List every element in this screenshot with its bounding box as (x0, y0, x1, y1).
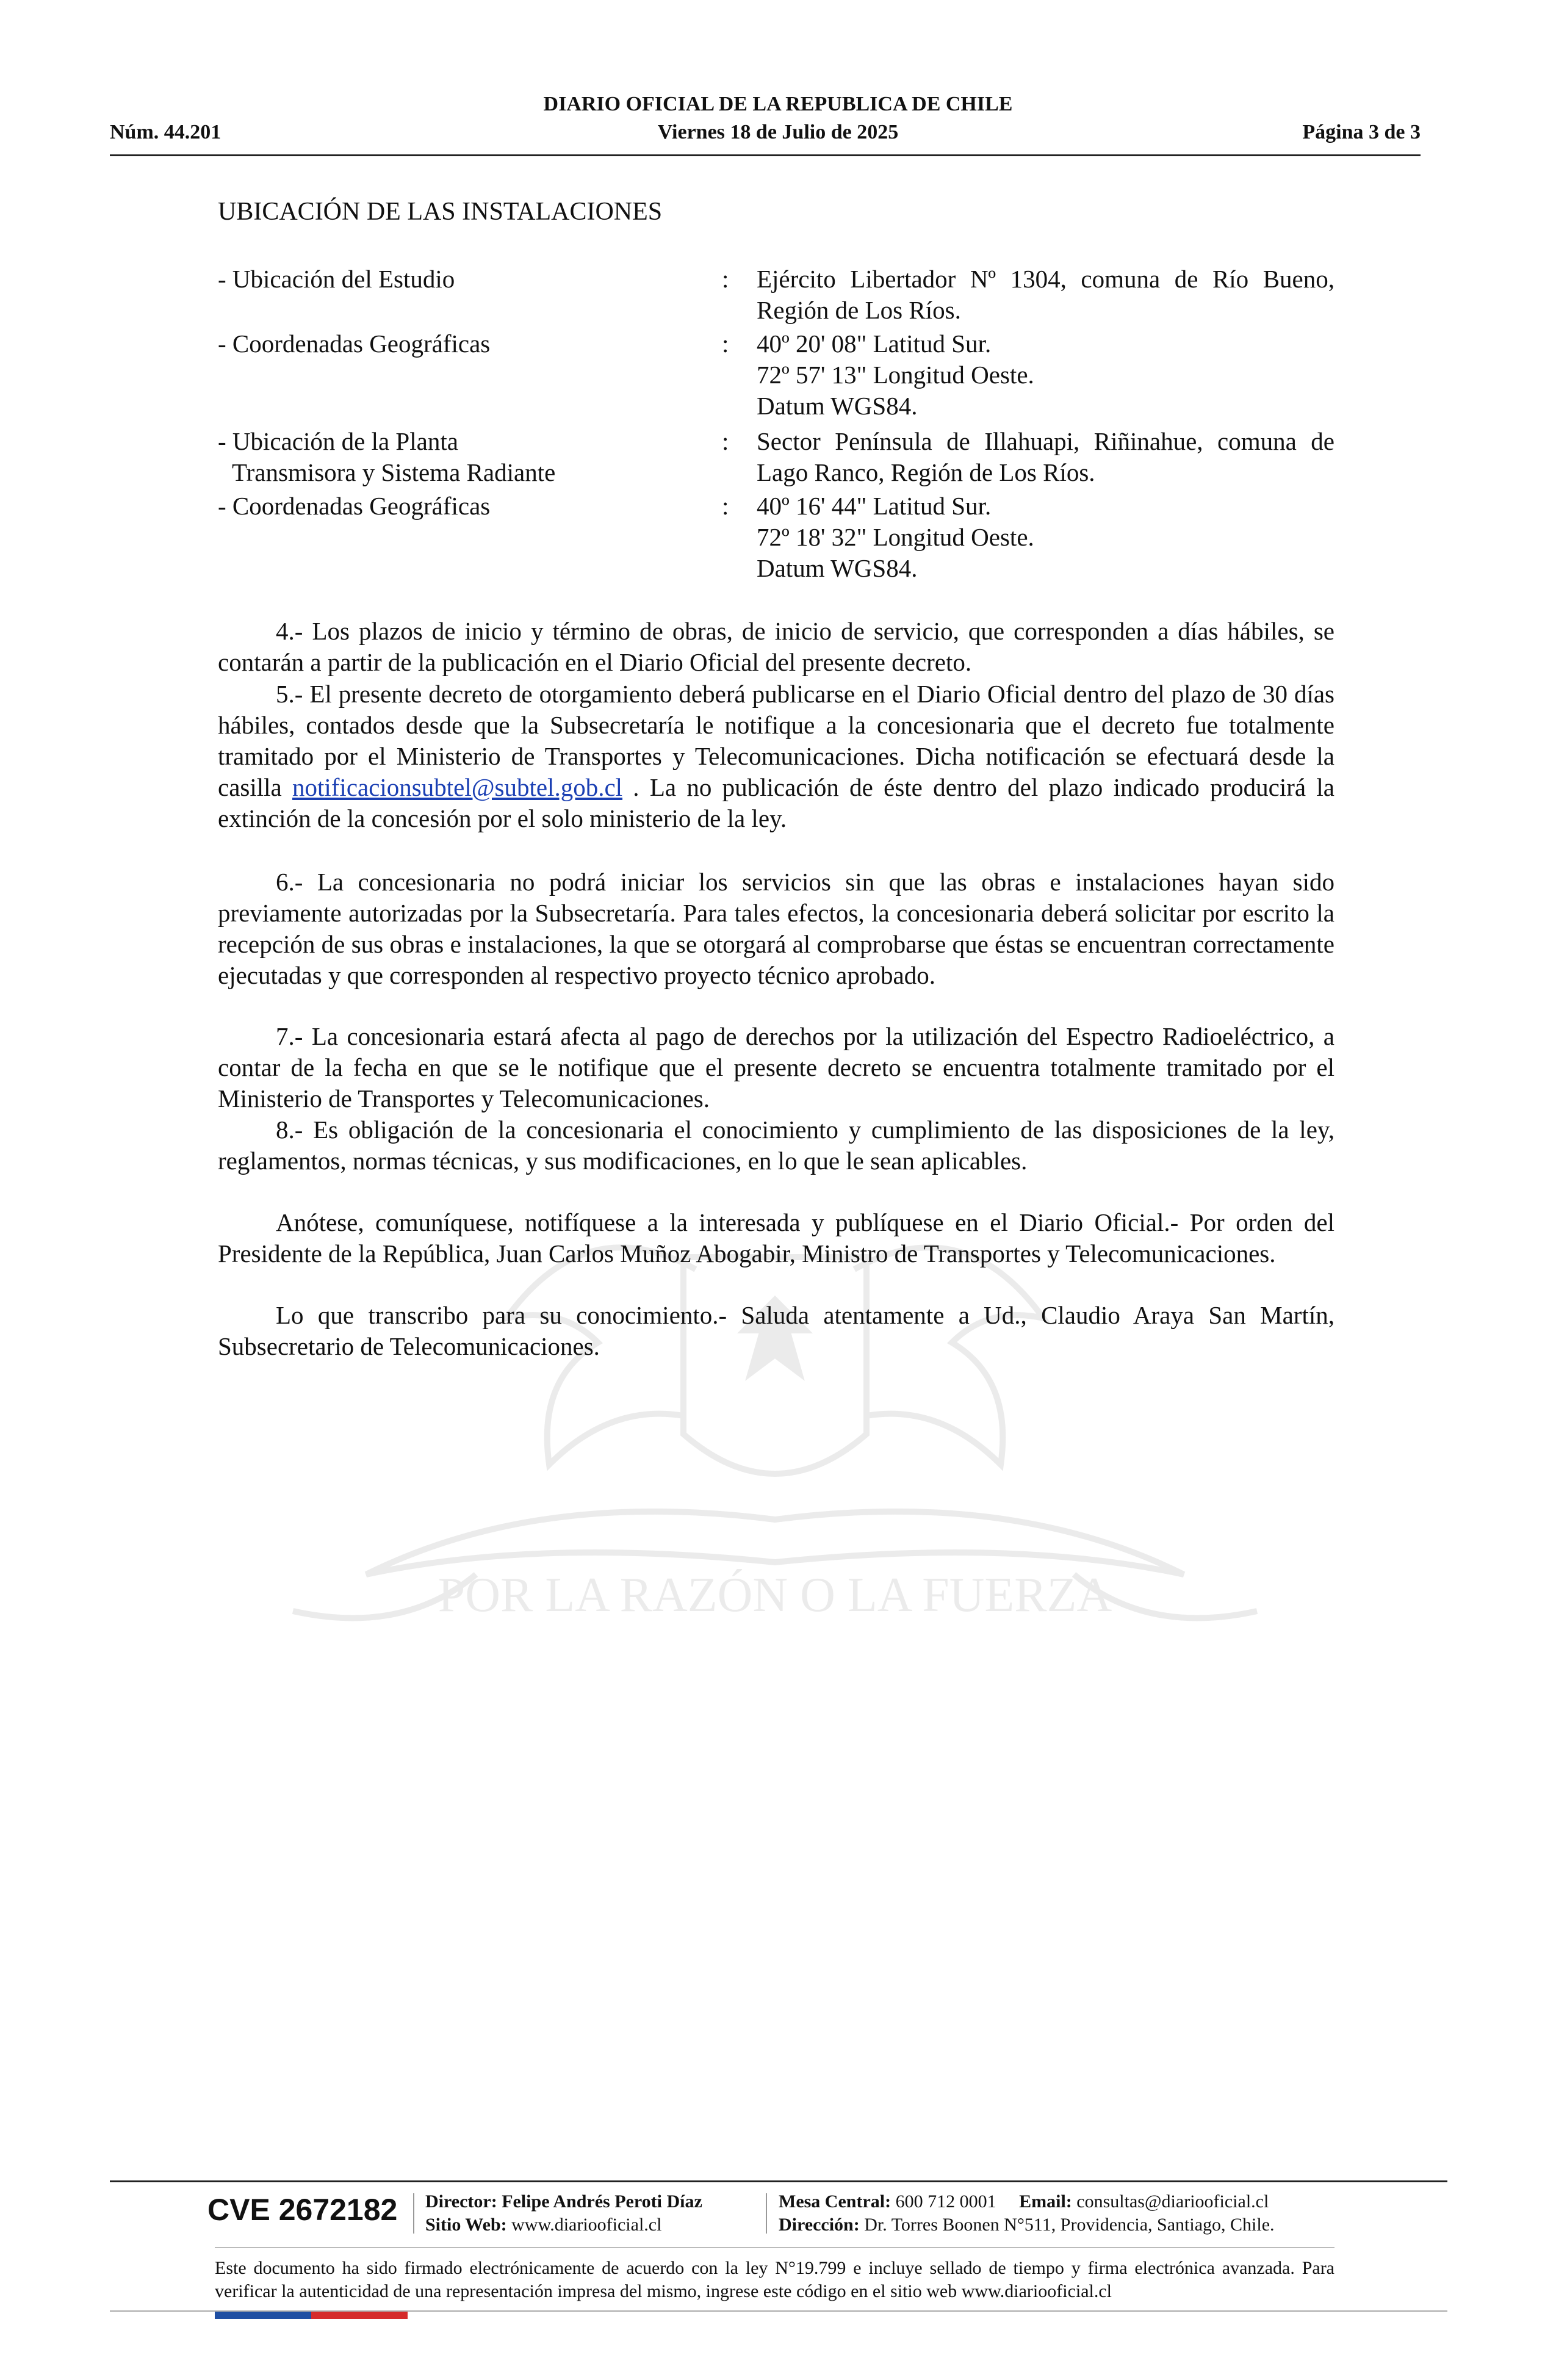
paragraph-6: 6.- La concesionaria no podrá iniciar los servicios sin que las obras e instalaciones hayan sido previamente autorizadas por la Subsecretaría. Para tales efectos, la concesionaria deberá solicitar por escrito la recepción de sus obras e instalaciones, la que se otorgará al comprobarse que éstas se encuentran correctamente ejecutadas y que corresponden al respectivo proyecto técnico aprobado. (218, 868, 1334, 989)
page-indicator: Página 3 de 3 (1302, 121, 1421, 143)
address-label: Dirección: (779, 2215, 860, 2235)
contact-line (779, 2190, 1269, 2213)
colon: : (722, 492, 729, 520)
contact-email-link[interactable]: consultas@diariooficial.cl (1076, 2191, 1269, 2212)
site-link[interactable]: www.diariooficial.cl (511, 2215, 662, 2235)
site-line (425, 2213, 661, 2237)
paragraph-4: 4.- Los plazos de inicio y término de obras, de inicio de servicio, que corresponden a días hábiles, se contarán a partir de la publicación en el Diario Oficial del presente decreto. (218, 617, 1334, 676)
closing-paragraph: Anótese, comuníquese, notifíquese a la interesada y publíquese en el Diario Oficial.- Por orden del Presidente de la República, Juan Carlos Muñoz Abogabir, Ministro de Transportes y Telecomunicaciones. (218, 1208, 1334, 1268)
colon: : (722, 330, 729, 358)
paragraph-7: 7.- La concesionaria estará afecta al pago de derechos por la utilización del Espectro Radioeléctrico, a contar de la fecha en que se le notifique que el presente decreto se encuentra totalmente tramitado por el Ministerio de Transportes y Telecomunicaciones. (218, 1022, 1334, 1112)
paragraph-8: 8.- Es obligación de la concesionaria el conocimiento y cumplimiento de las disposiciones de la ley, reglamentos, normas técnicas, y sus modificaciones, en lo que le sean aplicables. (218, 1116, 1334, 1175)
notification-email-link[interactable]: notificacionsubtel@subtel.gob.cl (292, 773, 623, 801)
plant-label-cont: Transmisora y Sistema Radiante (232, 458, 556, 486)
header-rule (110, 154, 1421, 156)
watermark-motto: POR LA RAZÓN O LA FUERZA (438, 1568, 1112, 1622)
coords-lon: 72º 18' 32" Longitud Oeste. (757, 523, 1034, 551)
site-label: Sitio Web: (425, 2215, 507, 2235)
paragraph-5-text-end: . La no publicación de éste dentro del plazo indicado producirá la extinción de la concesión por el solo ministerio de la ley. (218, 773, 1334, 832)
paragraph-5-text: 5.- El presente decreto de otorgamiento deberá publicarse en el Diario Oficial dentro del plazo de 30 días hábiles, contados desde que la Subsecretaría le notifique a la concesionaria que el decreto fue totalmente tramitado por el Ministerio de Transportes y Telecomunicaciones. Dicha notificación se efectuará desde la casilla (218, 680, 1334, 801)
director-label: Director: (425, 2191, 497, 2212)
address-value: Dr. Torres Boonen N°511, Providencia, Santiago, Chile. (864, 2215, 1275, 2235)
mesa-phone: 600 712 0001 (895, 2191, 996, 2212)
newspaper-title: DIARIO OFICIAL DE LA REPUBLICA DE CHILE (543, 93, 1013, 115)
flag-stripe-blue (215, 2312, 311, 2319)
colon: : (722, 427, 729, 455)
issue-number: Núm. 44.201 (110, 121, 222, 143)
coords-label: - Coordenadas Geográficas (218, 330, 491, 358)
coords-lat: 40º 16' 44" Latitud Sur. (757, 492, 992, 520)
footer-rule-mid (215, 2247, 1334, 2248)
coords-label: - Coordenadas Geográficas (218, 492, 491, 520)
studio-label: - Ubicación del Estudio (218, 265, 455, 293)
paragraph-5 (218, 679, 1334, 834)
signature-notice: Este documento ha sido firmado electrónicamente de acuerdo con la ley N°19.799 e incluye sellado de tiempo y firma electrónica avanzada. Para verificar la autenticidad de una representación impresa del mismo, ingrese este código en el sitio web www.diariooficial.cl (215, 2258, 1334, 2301)
coords-datum: Datum WGS84. (757, 554, 918, 582)
plant-value: Sector Península de Illahuapi, Riñinahue, comuna de Lago Ranco, Región de Los Ríos. (757, 427, 1334, 486)
director-name: Felipe Andrés Peroti Díaz (502, 2191, 702, 2212)
director-line (425, 2190, 702, 2213)
coords-datum: Datum WGS84. (757, 392, 918, 420)
address-line (779, 2213, 1275, 2237)
mesa-label: Mesa Central: (779, 2191, 891, 2212)
footer-divider (766, 2193, 767, 2234)
flag-stripe-red (311, 2312, 408, 2319)
coords-lat: 40º 20' 08" Latitud Sur. (757, 330, 992, 358)
issue-date: Viernes 18 de Julio de 2025 (657, 121, 899, 143)
coords-lon: 72º 57' 13" Longitud Oeste. (757, 361, 1034, 389)
studio-value: Ejército Libertador Nº 1304, comuna de Río Bueno, Región de Los Ríos. (757, 265, 1334, 324)
cve-code: CVE 2672182 (207, 2193, 398, 2227)
footer-rule-top (110, 2180, 1447, 2182)
plant-label: - Ubicación de la Planta (218, 427, 458, 455)
footer-divider (413, 2193, 414, 2234)
email-label: Email: (1019, 2191, 1072, 2212)
signature-paragraph: Lo que transcribo para su conocimiento.- Saluda atentamente a Ud., Claudio Araya San Martín, Subsecretario de Telecomunicaciones. (218, 1301, 1334, 1360)
colon: : (722, 265, 729, 293)
section-title: UBICACIÓN DE LAS INSTALACIONES (218, 198, 663, 226)
